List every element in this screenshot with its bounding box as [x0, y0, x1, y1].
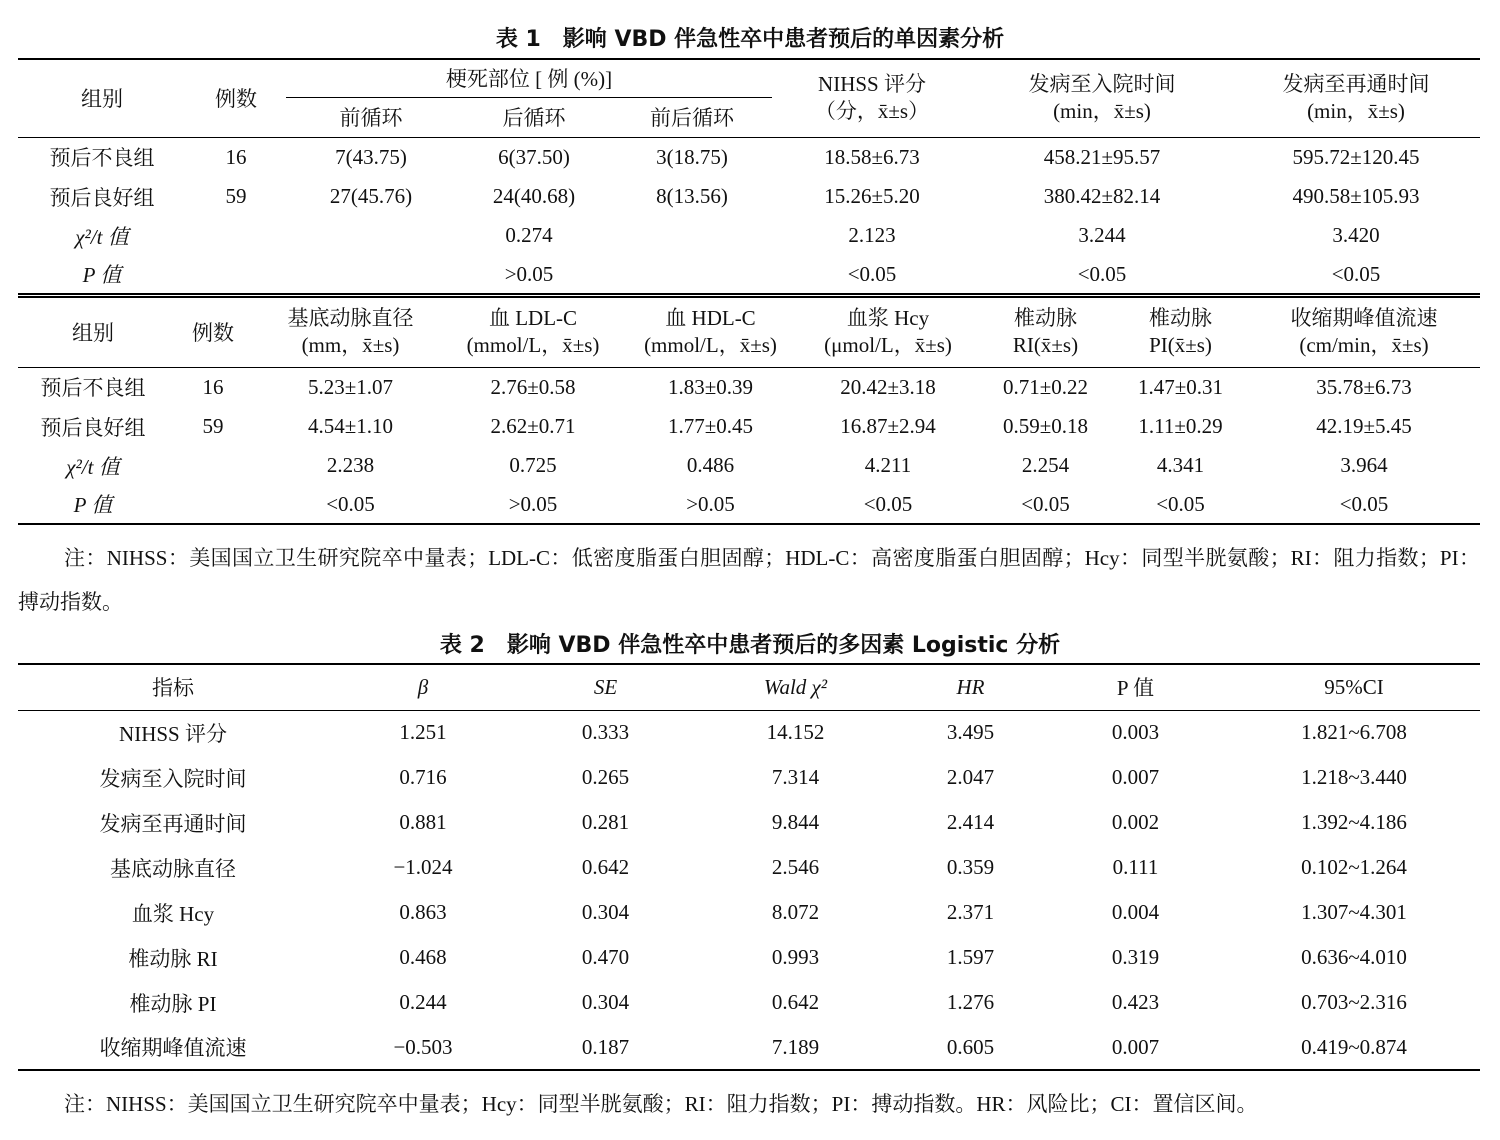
table-cell: 2.371 — [946, 900, 995, 924]
table-cell: 7.189 — [771, 1034, 820, 1059]
header-posterior: 后循环 — [502, 106, 566, 130]
table-row — [18, 710, 1480, 755]
table-cell: 1.251 — [399, 720, 447, 745]
table-cell: 0.003 — [1111, 720, 1160, 745]
table-cell: 0.007 — [1111, 1034, 1160, 1059]
header-hdl: 血 HDL-C (mmol/L，x̄±s) — [644, 306, 777, 358]
header-count: 例数 — [186, 59, 286, 137]
table-cell: 0.304 — [581, 900, 630, 924]
table-cell: 0.319 — [1111, 945, 1160, 969]
table-cell: 基底动脉直径 — [110, 856, 236, 881]
header-ldl: 血 LDL-C (mmol/L，x̄±s) — [466, 306, 600, 358]
header-count: 例数 — [192, 321, 234, 346]
table1-part-a — [18, 58, 1480, 295]
table-row — [18, 1025, 1480, 1070]
table-row — [18, 800, 1480, 845]
table-cell: 1.597 — [946, 945, 995, 969]
table-cell: 血浆 Hcy — [131, 901, 215, 926]
header-both: 前后循环 — [650, 106, 734, 130]
table-cell: 椎动脉 PI — [129, 991, 217, 1016]
table-row: 预后良好组 59 4.54±1.10 2.62±0.71 1.77±0.45 16.87±2.94 0.59±0.18 1.11±0.29 42.19±5.45 — [40, 414, 1412, 440]
table-cell: 1.307~4.301 — [1301, 900, 1407, 924]
header-ci: 95%CI — [1324, 674, 1384, 699]
table-cell: 7.314 — [771, 765, 820, 789]
table-cell: 1.218~3.440 — [1301, 765, 1407, 789]
stat-row: χ²/t 值 0.274 2.123 3.244 3.420 — [75, 223, 1380, 249]
table-cell: 14.152 — [766, 720, 825, 745]
table-cell: 0.716 — [399, 765, 447, 789]
header-hr: HR — [956, 674, 985, 699]
table-cell: 0.004 — [1111, 900, 1160, 924]
table-cell: 0.111 — [1112, 855, 1159, 879]
table-cell: −1.024 — [393, 855, 453, 879]
table-cell: 3.495 — [946, 720, 995, 745]
table-cell: 2.546 — [771, 855, 820, 879]
header-nihss: NIHSS 评分 （分，x̄±s） — [772, 59, 972, 137]
header-admit-time: 发病至入院时间 (min，x̄±s) — [972, 59, 1232, 137]
header-psv: 收缩期峰值流速 (cm/min，x̄±s) — [1290, 306, 1438, 358]
table-cell: 0.993 — [771, 945, 820, 969]
table-cell: 椎动脉 RI — [128, 946, 218, 971]
table-cell: 收缩期峰值流速 — [99, 1036, 247, 1060]
table2-title: 表 2 影响 VBD 伴急性卒中患者预后的多因素 Logistic 分析 — [439, 633, 1061, 658]
table-cell: 8.072 — [771, 900, 820, 924]
table-cell: 0.881 — [399, 810, 447, 834]
table1-note: 注：NIHSS：美国国立卫生研究院卒中量表；LDL-C：低密度脂蛋白胆固醇；HDL-C：高密度脂蛋白胆固醇；Hcy：同型半胱氨酸；RI：阻力指数；PI：搏动指数。 — [18, 546, 1480, 614]
table-row — [18, 980, 1480, 1025]
table-cell: 0.642 — [771, 990, 820, 1014]
table-cell: 0.304 — [581, 990, 630, 1014]
table1-title: 表 1 影响 VBD 伴急性卒中患者预后的单因素分析 — [495, 27, 1005, 52]
table-cell: 1.392~4.186 — [1301, 810, 1407, 834]
table2 — [18, 663, 1480, 1071]
table-cell: 0.002 — [1111, 810, 1160, 834]
table-cell: 0.359 — [946, 855, 995, 879]
header-basilar: 基底动脉直径 (mm，x̄±s) — [287, 306, 414, 358]
table-cell: 0.605 — [946, 1034, 995, 1059]
table-cell: 0.281 — [581, 810, 630, 834]
table-cell: 0.007 — [1111, 765, 1160, 789]
table2-header-row — [18, 664, 1480, 710]
table-cell: 2.414 — [946, 810, 995, 834]
table-cell: 0.423 — [1111, 990, 1160, 1014]
table2-note: 注：NIHSS：美国国立卫生研究院卒中量表；Hcy：同型半胱氨酸；RI：阻力指数；PI：搏动指数。HR：风险比；CI：置信区间。 — [64, 1092, 1258, 1116]
header-p: P 值 — [1116, 676, 1155, 701]
header-infarct: 梗死部位 [ 例 (%)] — [286, 59, 772, 97]
table-cell: 0.703~2.316 — [1301, 990, 1407, 1014]
table-cell: 发病至再通时间 — [99, 811, 247, 836]
table-cell: NIHSS 评分 — [119, 721, 227, 746]
table-cell: 1.821~6.708 — [1301, 720, 1407, 745]
table-cell: 0.470 — [581, 945, 630, 969]
table-cell: 0.642 — [581, 855, 630, 879]
table-cell: 1.276 — [946, 990, 995, 1014]
header-group: 组别 — [18, 59, 186, 137]
header-ri: 椎动脉 RI(x̄±s) — [1012, 306, 1079, 358]
table-cell: 0.636~4.010 — [1301, 945, 1407, 969]
table-cell: 0.333 — [581, 720, 630, 745]
header-group: 组别 — [72, 321, 114, 346]
table-row: 预后不良组 16 7(43.75) 6(37.50) 3(18.75) 18.58±6.73 458.21±95.57 595.72±120.45 — [49, 144, 1420, 171]
header-hcy: 血浆 Hcy (μmol/L，x̄±s) — [824, 306, 952, 358]
p-value-row: P 值 >0.05 <0.05 <0.05 <0.05 — [18, 255, 1480, 294]
table-cell: 2.047 — [946, 765, 995, 789]
table-cell: 0.863 — [399, 900, 447, 924]
table-row — [18, 935, 1480, 980]
table-cell: 0.102~1.264 — [1301, 855, 1407, 879]
table-cell: 0.265 — [581, 765, 630, 789]
table-cell: 0.187 — [581, 1034, 630, 1059]
header-se: SE — [593, 674, 618, 699]
table-cell: −0.503 — [393, 1034, 453, 1059]
header-pi: 椎动脉 PI(x̄±s) — [1149, 306, 1212, 358]
stat-row: χ²/t 值 2.238 0.725 0.486 4.211 2.254 4.341 3.964 — [66, 453, 1388, 479]
header-wald: Wald χ² — [763, 674, 828, 699]
header-anterior: 前循环 — [339, 106, 403, 130]
header-beta: β — [417, 674, 429, 699]
p-value-row: P 值 <0.05 >0.05 >0.05 <0.05 <0.05 <0.05 <0.05 — [18, 485, 1480, 524]
header-recanalization-time: 发病至再通时间 (min，x̄±s) — [1232, 59, 1480, 137]
table-cell: 0.244 — [399, 990, 447, 1014]
table-cell: 发病至入院时间 — [99, 766, 247, 791]
table-cell: 0.419~0.874 — [1301, 1034, 1407, 1059]
table-row — [18, 755, 1480, 800]
table-cell: 9.844 — [771, 810, 820, 834]
table-row: 预后不良组 16 5.23±1.07 2.76±0.58 1.83±0.39 20.42±3.18 0.71±0.22 1.47±0.31 35.78±6.73 — [40, 374, 1412, 401]
table-row: 预后良好组 59 27(45.76) 24(40.68) 8(13.56) 15.26±5.20 380.42±82.14 490.58±105.93 — [49, 184, 1420, 210]
table-row — [18, 845, 1480, 890]
table-cell: 0.468 — [399, 945, 447, 969]
table1-part-b — [18, 296, 1480, 525]
header-indicator: 指标 — [152, 676, 194, 701]
table-row — [18, 890, 1480, 935]
